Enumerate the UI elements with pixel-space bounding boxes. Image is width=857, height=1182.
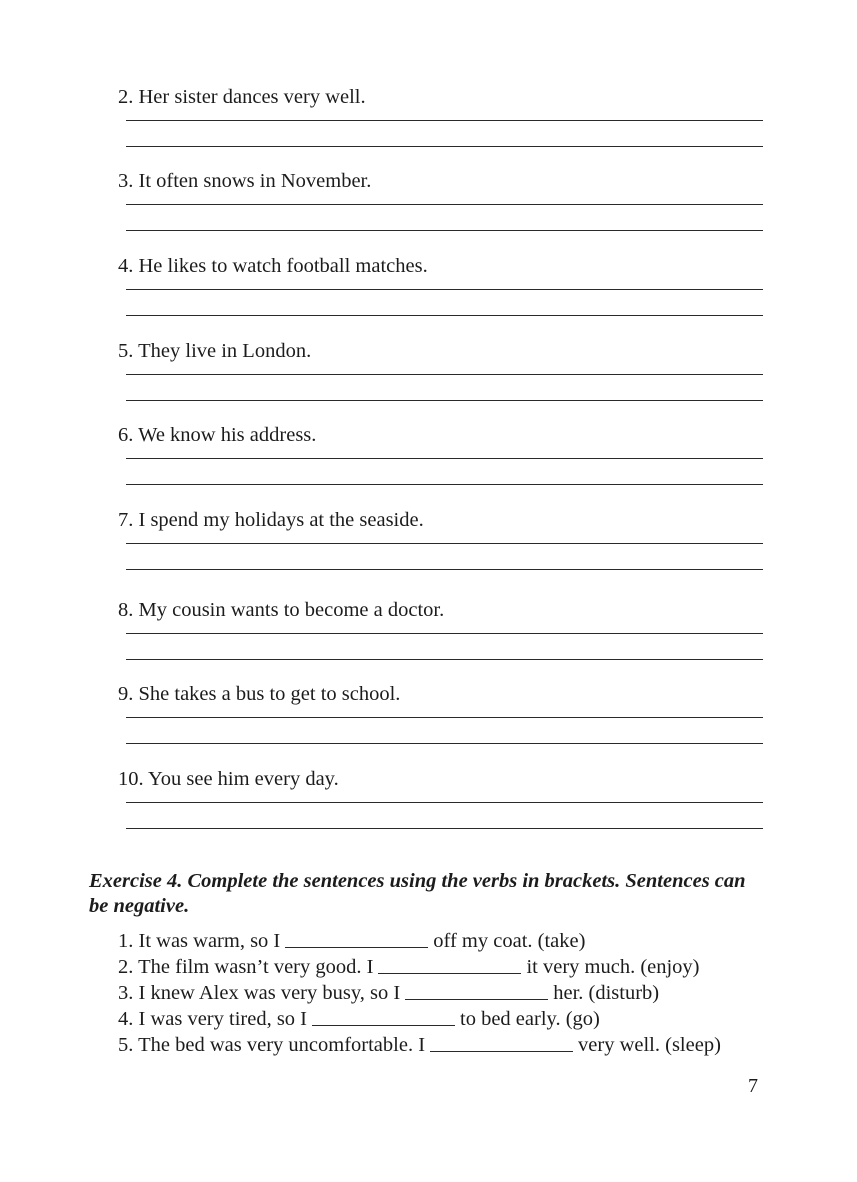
sentence-text: 4. He likes to watch football matches. [118,255,428,277]
exercise-heading: Exercise 4. Complete the sentences using the verbs in brackets. Sentences can be negative. [89,870,746,917]
fill-in-list [118,928,778,1058]
sentence-item [118,169,763,193]
answer-line[interactable] [126,543,763,544]
answer-line[interactable] [126,374,763,375]
fill-in-before: 1. It was warm, so I [118,930,281,952]
fill-in-blank[interactable] [378,955,521,974]
sentence-item [118,682,763,706]
page-number: 7 [748,1075,758,1097]
fill-in-after: it very much. (enjoy) [526,956,700,978]
fill-in-blank[interactable] [430,1033,573,1052]
answer-line[interactable] [126,204,763,205]
sentence-text: 10. You see him every day. [118,768,339,790]
answer-line[interactable] [126,569,763,570]
answer-line[interactable] [126,289,763,290]
fill-in-item [118,928,778,954]
sentence-text: 5. They live in London. [118,340,312,362]
answer-line[interactable] [126,120,763,121]
fill-in-after: very well. (sleep) [578,1034,721,1056]
sentence-text: 2. Her sister dances very well. [118,86,366,108]
sentence-text: 3. It often snows in November. [118,170,372,192]
fill-in-after: to bed early. (go) [460,1008,600,1030]
fill-in-blank[interactable] [312,1007,455,1026]
answer-line[interactable] [126,717,763,718]
fill-in-before: 3. I knew Alex was very busy, so I [118,982,401,1004]
answer-line[interactable] [126,743,763,744]
sentence-item [118,339,763,363]
fill-in-before: 4. I was very tired, so I [118,1008,308,1030]
fill-in-item [118,1006,778,1032]
answer-line[interactable] [126,802,763,803]
answer-line[interactable] [126,315,763,316]
fill-in-after: her. (disturb) [553,982,660,1004]
sentence-item [118,254,763,278]
sentence-text: 6. We know his address. [118,424,317,446]
fill-in-after: off my coat. (take) [433,930,586,952]
answer-line[interactable] [126,659,763,660]
sentence-item [118,423,763,447]
answer-line[interactable] [126,230,763,231]
fill-in-blank[interactable] [405,981,548,1000]
answer-line[interactable] [126,400,763,401]
sentence-item [118,85,763,109]
fill-in-item [118,1032,778,1058]
fill-in-item [118,980,778,1006]
sentence-item [118,767,763,791]
answer-line[interactable] [126,828,763,829]
answer-line[interactable] [126,484,763,485]
fill-in-before: 5. The bed was very uncomfortable. I [118,1034,426,1056]
answer-line[interactable] [126,458,763,459]
sentence-text: 9. She takes a bus to get to school. [118,683,401,705]
sentence-item [118,598,763,622]
fill-in-blank[interactable] [285,929,428,948]
sentence-text: 7. I spend my holidays at the seaside. [118,509,424,531]
fill-in-before: 2. The film wasn’t very good. I [118,956,374,978]
sentence-item [118,508,763,532]
fill-in-item [118,954,778,980]
answer-line[interactable] [126,146,763,147]
answer-line[interactable] [126,633,763,634]
sentence-text: 8. My cousin wants to become a doctor. [118,599,445,621]
